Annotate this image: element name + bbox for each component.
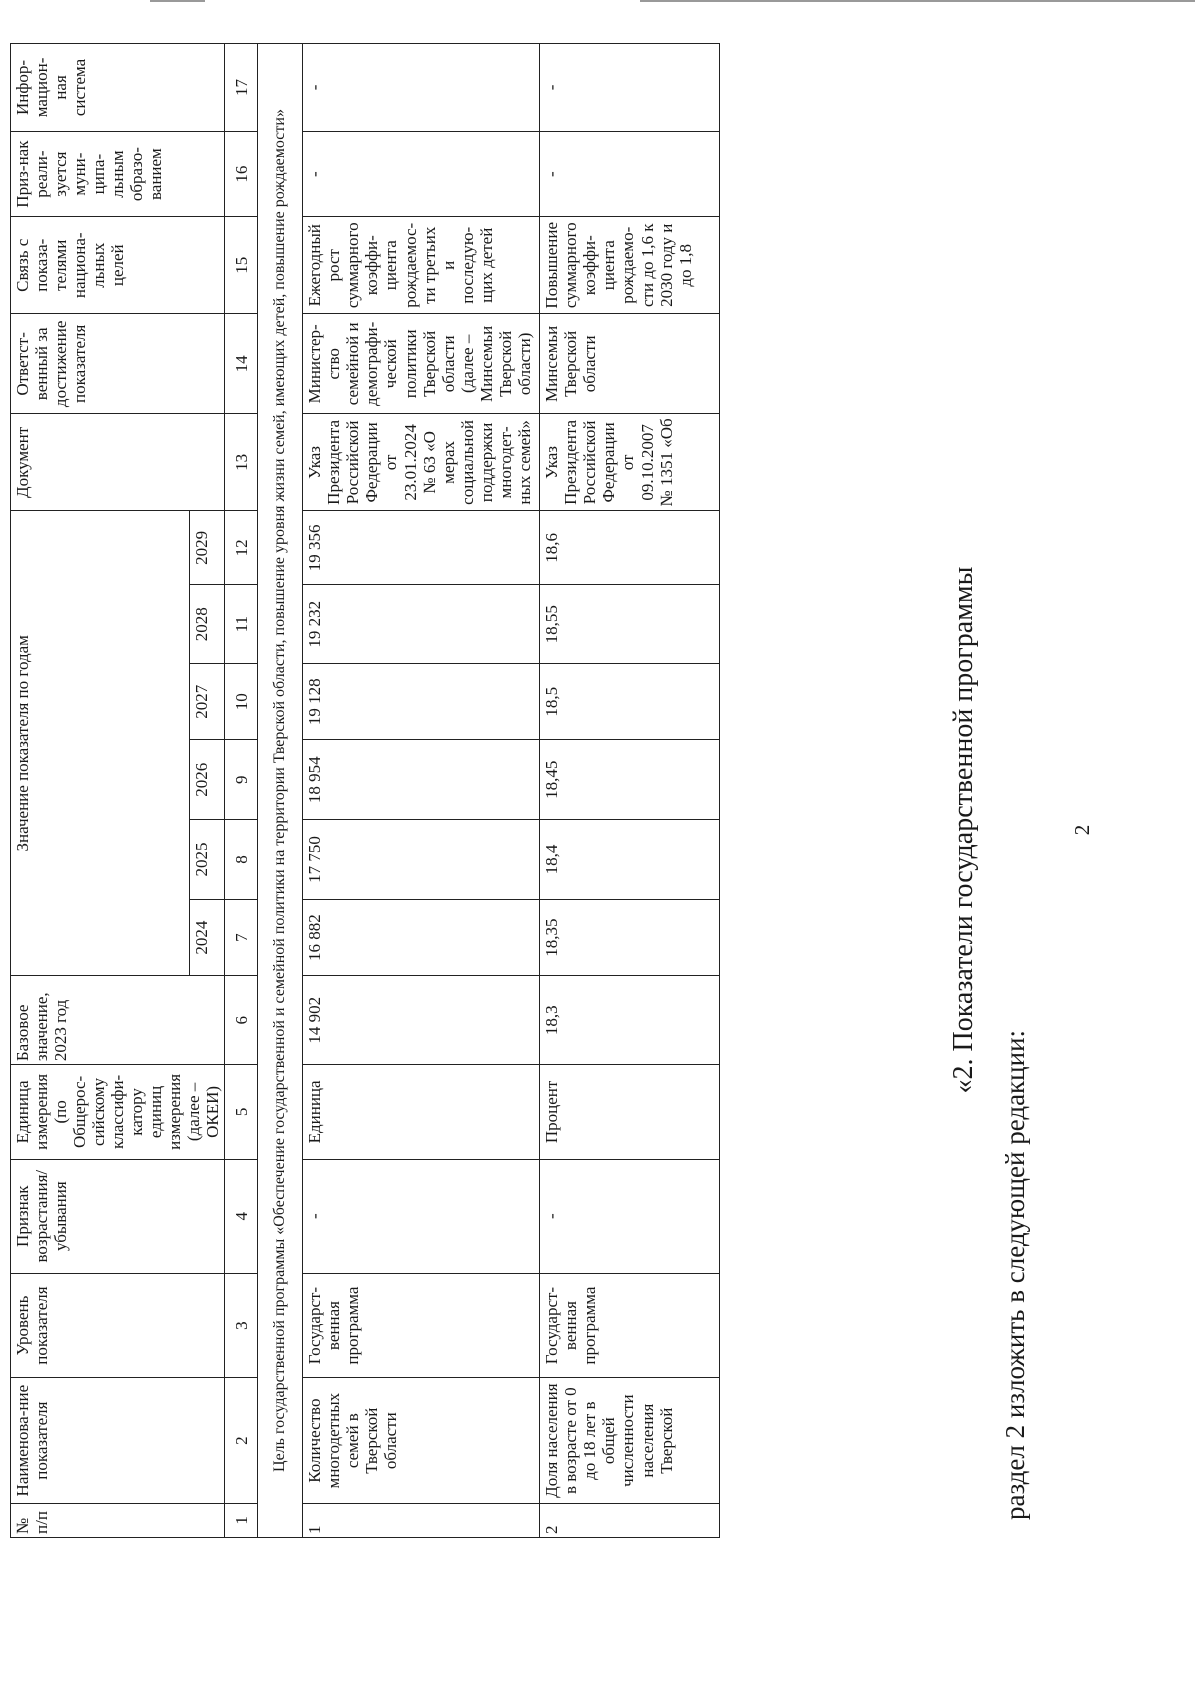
header-sign: Признак возрастания/ убывания — [11, 1159, 225, 1273]
year-cell: 2025 — [190, 820, 225, 900]
header-name: Наименова-ние показателя — [11, 1378, 225, 1503]
row-value: 17 750 — [303, 820, 540, 900]
header-base: Базовое значение, 2023 год — [11, 976, 225, 1065]
column-number: 12 — [225, 511, 258, 585]
table-row — [540, 44, 720, 1538]
row-num: 2 — [540, 1503, 720, 1537]
row-unit: Единица — [303, 1065, 540, 1160]
row-document: Указ Президента Российской Федерации от 09.10.2007 № 1351 «Об — [540, 414, 720, 511]
column-number: 4 — [225, 1159, 258, 1273]
row-link: Повышение суммарного коэффи-циента рождаемо-сти до 1,6 к 2030 году и до 1,8 — [540, 217, 720, 314]
goal-text: Цель государственной программы «Обеспечение государственной и семейной политики на территории Тверской области, повышение уровня жизни семей, имеющих детей, повышение рождаемости» — [258, 44, 303, 1538]
row-value: 18,6 — [540, 511, 720, 585]
row-sign: - — [303, 1159, 540, 1273]
column-number: 14 — [225, 314, 258, 414]
header-municipal: Приз-нак реали-зуется муни-ципа-льным образо-ванием — [11, 131, 225, 216]
section-title: «2. Показатели государственной программы — [948, 566, 979, 1094]
header-infosystem: Инфор-мацион-ная система — [11, 44, 225, 132]
header-link: Связь с показа-телями национа-льных целей — [11, 217, 225, 314]
scan-edge-line-left — [150, 0, 205, 2]
row-value: 19 128 — [303, 664, 540, 740]
row-base: 18,3 — [540, 976, 720, 1065]
year-cell: 2024 — [190, 899, 225, 975]
year-cell: 2029 — [190, 511, 225, 585]
row-value: 18 954 — [303, 740, 540, 820]
column-number: 2 — [225, 1378, 258, 1503]
row-value: 19 232 — [303, 585, 540, 664]
column-number: 7 — [225, 899, 258, 975]
row-responsible: Минсемьи Тверской области — [540, 314, 720, 414]
column-number: 5 — [225, 1065, 258, 1160]
row-base: 14 902 — [303, 976, 540, 1065]
header-unit: Единица измерения (по Общерос-сийскому классифи-катору единиц измерения (далее – ОКЕИ) — [11, 1065, 225, 1160]
row-municipal: - — [540, 131, 720, 216]
row-value: 18,45 — [540, 740, 720, 820]
row-name: Количество многодетных семей в Тверской области — [303, 1378, 540, 1503]
row-link: Ежегодный рост суммарного коэффи-циента рождаемос-ти третьих и последую-щих детей — [303, 217, 540, 314]
row-name: Доля населения в возрасте от 0 до 18 лет в общей численности населения Тверской — [540, 1378, 720, 1503]
year-cell: 2026 — [190, 740, 225, 820]
header-document: Документ — [11, 414, 225, 511]
header-responsible: Ответст-венный за достижение показателя — [11, 314, 225, 414]
column-number: 10 — [225, 664, 258, 740]
scan-edge-line-right — [640, 0, 1195, 2]
column-number: 3 — [225, 1273, 258, 1378]
row-num: 1 — [303, 1503, 540, 1537]
column-number: 13 — [225, 414, 258, 511]
row-unit: Процент — [540, 1065, 720, 1160]
row-level: Государст-венная программа — [540, 1273, 720, 1378]
column-number: 1 — [225, 1503, 258, 1537]
row-infosystem: - — [540, 44, 720, 132]
row-value: 18,4 — [540, 820, 720, 900]
row-document: Указ Президента Российской Федерации от 23.01.2024 № 63 «О мерах социальной поддержки многодет-ных семей» — [303, 414, 540, 511]
intro-text: раздел 2 изложить в следующей редакции: — [1000, 1029, 1030, 1520]
row-value: 18,55 — [540, 585, 720, 664]
column-number: 11 — [225, 585, 258, 664]
row-infosystem: - — [303, 44, 540, 132]
table-row — [303, 44, 540, 1538]
column-number: 17 — [225, 44, 258, 132]
header-level: Уровень показателя — [11, 1273, 225, 1378]
row-value: 16 882 — [303, 899, 540, 975]
indicators-table — [10, 43, 720, 1538]
row-value: 18,5 — [540, 664, 720, 740]
column-number: 6 — [225, 976, 258, 1065]
year-cell: 2028 — [190, 585, 225, 664]
row-sign: - — [540, 1159, 720, 1273]
row-responsible: Министер-ство семейной и демографи-ческой политики Тверской области (далее – Минсемьи Тверской области) — [303, 314, 540, 414]
row-value: 19 356 — [303, 511, 540, 585]
header-values-group: Значение показателя по годам — [11, 511, 190, 976]
column-number: 15 — [225, 217, 258, 314]
column-number: 16 — [225, 131, 258, 216]
row-municipal: - — [303, 131, 540, 216]
rotated-page — [10, 30, 1170, 1630]
page-number: 2 — [1070, 824, 1094, 836]
goal-row — [258, 44, 303, 1538]
column-number: 8 — [225, 820, 258, 900]
header-num: № п/п — [11, 1503, 225, 1537]
year-cell: 2027 — [190, 664, 225, 740]
row-level: Государст-венная программа — [303, 1273, 540, 1378]
row-value: 18,35 — [540, 899, 720, 975]
column-number: 9 — [225, 740, 258, 820]
column-numbers-row — [225, 44, 258, 1538]
